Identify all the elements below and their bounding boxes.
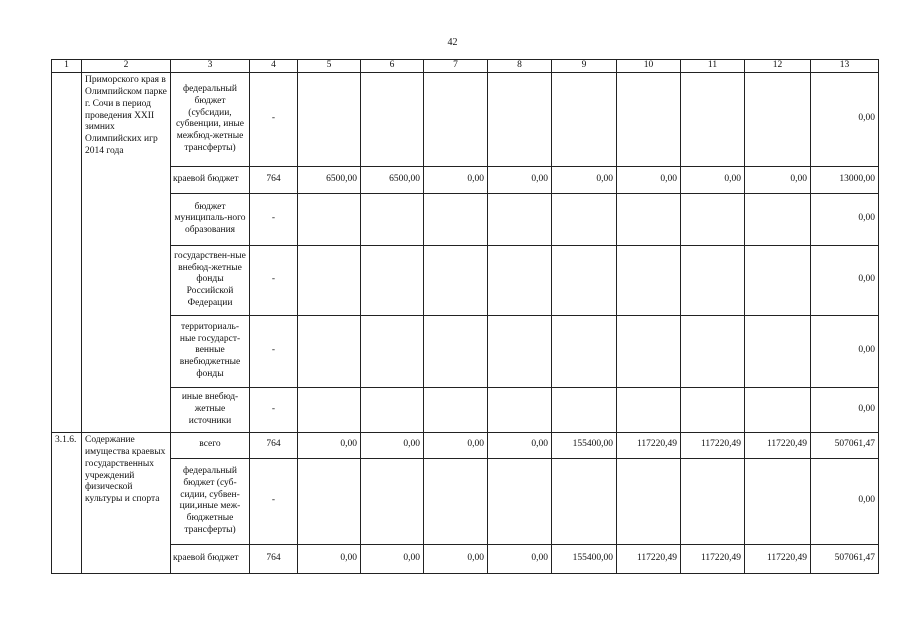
year-value-cell [681,72,745,166]
table-row [52,544,879,573]
year-value-cell: 117220,49 [681,544,745,573]
total-cell: 0,00 [811,193,879,245]
year-value-cell [681,245,745,315]
row-number [52,72,82,432]
year-value-cell: 0,00 [424,432,488,458]
year-value-cell [552,72,617,166]
year-value-cell [745,387,811,432]
year-value-cell [552,245,617,315]
column-header: 1 [52,60,82,73]
year-value-cell [424,458,488,544]
funding-source: федеральный бюджет (субсидии, субвенции, иные межбюд-жетные трансферты) [171,72,250,166]
year-value-cell [681,193,745,245]
year-value-cell [617,193,681,245]
year-value-cell [298,315,361,387]
total-cell: 0,00 [811,245,879,315]
year-value-cell [617,245,681,315]
page-number: 42 [447,37,458,48]
year-value-cell: 0,00 [361,432,424,458]
year-value-cell: 117220,49 [617,544,681,573]
year-value-cell [745,193,811,245]
column-header: 12 [745,60,811,73]
year-value-cell [552,193,617,245]
year-value-cell: 0,00 [298,432,361,458]
year-value-cell: 0,00 [552,166,617,193]
year-value-cell: 0,00 [488,166,552,193]
year-value-cell [745,72,811,166]
year-value-cell [617,315,681,387]
year-value-cell [617,458,681,544]
year-value-cell [298,387,361,432]
year-value-cell [488,315,552,387]
year-value-cell [424,387,488,432]
funding-source: всего [171,432,250,458]
year-value-cell [424,193,488,245]
year-value-cell: 6500,00 [298,166,361,193]
budget-code: - [250,458,298,544]
year-value-cell [298,72,361,166]
year-value-cell [488,72,552,166]
column-header: 11 [681,60,745,73]
year-value-cell: 117220,49 [617,432,681,458]
year-value-cell [488,387,552,432]
table-row [52,432,879,458]
year-value-cell: 0,00 [361,544,424,573]
budget-code: - [250,72,298,166]
budget-code: - [250,387,298,432]
total-cell: 0,00 [811,387,879,432]
funding-source: государствен-ные внебюд-жетные фонды Российской Федерации [171,245,250,315]
year-value-cell: 0,00 [488,544,552,573]
year-value-cell: 0,00 [745,166,811,193]
column-header-row [52,60,879,73]
funding-source: федеральный бюджет (суб-сидии, субвен-ции,иные меж-бюджетные трансферты) [171,458,250,544]
budget-code: 764 [250,166,298,193]
funding-source: краевой бюджет [171,166,250,193]
year-value-cell [617,72,681,166]
year-value-cell: 0,00 [424,166,488,193]
year-value-cell [361,387,424,432]
funding-source: иные внебюд-жетные источники [171,387,250,432]
year-value-cell [681,387,745,432]
total-cell: 0,00 [811,72,879,166]
funding-source: краевой бюджет [171,544,250,573]
column-header: 10 [617,60,681,73]
column-header: 2 [82,60,171,73]
year-value-cell: 0,00 [681,166,745,193]
year-value-cell [361,315,424,387]
year-value-cell [424,315,488,387]
budget-code: - [250,245,298,315]
year-value-cell [298,245,361,315]
year-value-cell [488,458,552,544]
column-header: 13 [811,60,879,73]
row-number: 3.1.6. [52,432,82,573]
year-value-cell [424,245,488,315]
year-value-cell [424,72,488,166]
year-value-cell [552,387,617,432]
year-value-cell: 155400,00 [552,432,617,458]
year-value-cell: 0,00 [298,544,361,573]
column-header: 8 [488,60,552,73]
budget-code: - [250,193,298,245]
year-value-cell [745,315,811,387]
total-cell: 0,00 [811,458,879,544]
year-value-cell [681,315,745,387]
year-value-cell: 117220,49 [681,432,745,458]
year-value-cell: 117220,49 [745,544,811,573]
year-value-cell [681,458,745,544]
total-cell: 507061,47 [811,544,879,573]
table-row [52,193,879,245]
budget-code: - [250,315,298,387]
table-row [52,458,879,544]
funding-source: территориаль-ные государст-венные внебюджетные фонды [171,315,250,387]
year-value-cell: 155400,00 [552,544,617,573]
year-value-cell [488,193,552,245]
year-value-cell [361,72,424,166]
total-cell: 13000,00 [811,166,879,193]
year-value-cell [488,245,552,315]
table-row [52,245,879,315]
year-value-cell [617,387,681,432]
table-row [52,166,879,193]
year-value-cell [361,458,424,544]
table-row [52,72,879,166]
measure-title: Приморского края в Олимпийском парке г. Сочи в период проведения XXII зимних Олимпийских игр 2014 года [82,72,171,432]
budget-code: 764 [250,432,298,458]
budget-table [51,59,879,574]
table-row [52,315,879,387]
year-value-cell [298,458,361,544]
column-header: 9 [552,60,617,73]
year-value-cell [361,193,424,245]
column-header: 5 [298,60,361,73]
year-value-cell [552,458,617,544]
measure-title: Содержание имущества краевых государственных учреждений физической культуры и спорта [82,432,171,573]
year-value-cell [745,458,811,544]
year-value-cell: 0,00 [424,544,488,573]
year-value-cell: 0,00 [617,166,681,193]
column-header: 4 [250,60,298,73]
table-row [52,387,879,432]
column-header: 7 [424,60,488,73]
year-value-cell [552,315,617,387]
year-value-cell [298,193,361,245]
year-value-cell: 6500,00 [361,166,424,193]
year-value-cell: 117220,49 [745,432,811,458]
year-value-cell: 0,00 [488,432,552,458]
year-value-cell [745,245,811,315]
column-header: 6 [361,60,424,73]
total-cell: 0,00 [811,315,879,387]
funding-source: бюджет муниципаль-ного образования [171,193,250,245]
year-value-cell [361,245,424,315]
total-cell: 507061,47 [811,432,879,458]
budget-code: 764 [250,544,298,573]
column-header: 3 [171,60,250,73]
